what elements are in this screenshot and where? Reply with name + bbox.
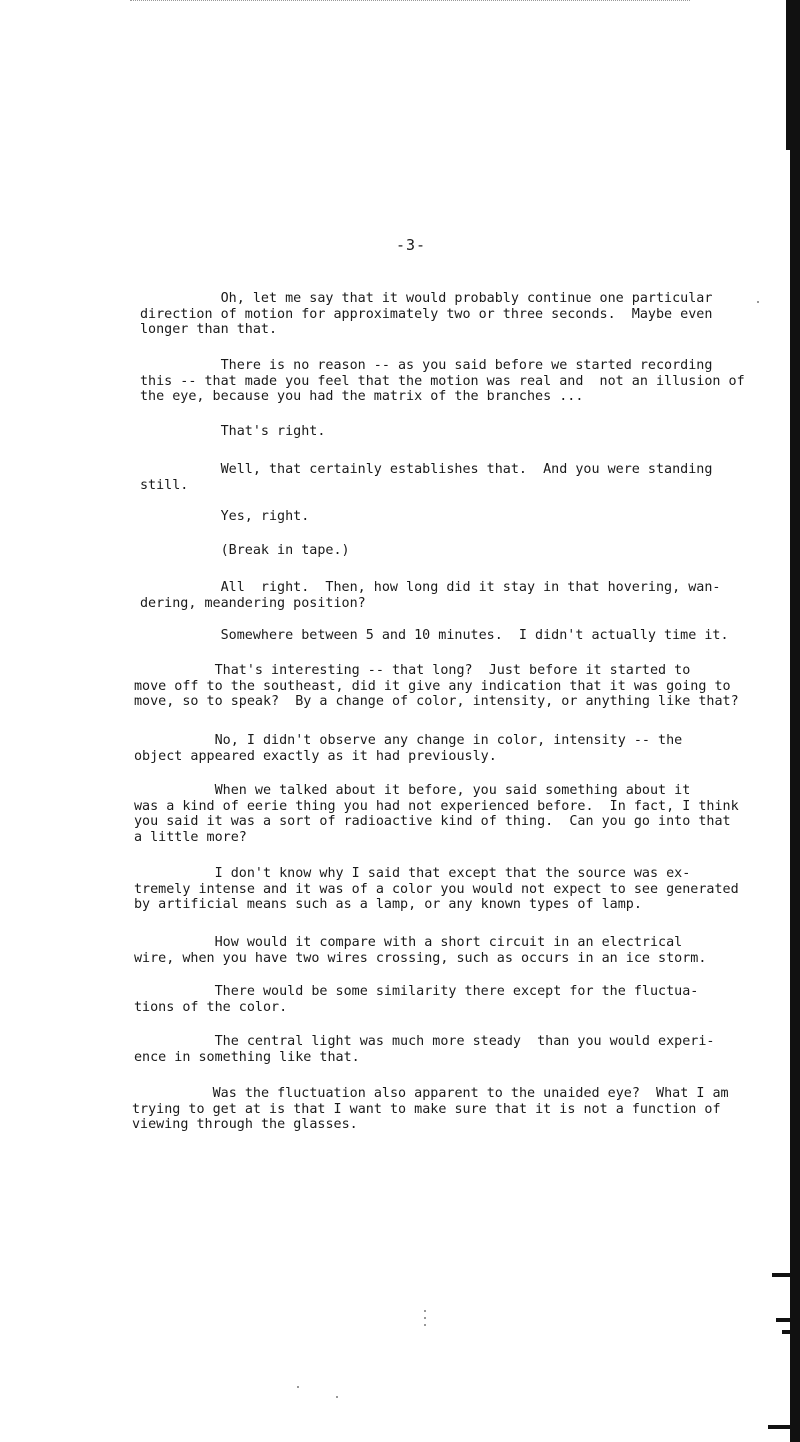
scan-speck xyxy=(424,1317,426,1319)
scan-speck xyxy=(424,1310,426,1312)
paragraph-13: How would it compare with a short circuit in an electrical wire, when you have two wires crossing, such as occurs in an ice storm. xyxy=(134,935,707,966)
paragraph-11: When we talked about it before, you said something about it was a kind of eerie thing you had not experienced before. In fact, I think you said it was a sort of radioactive kind of thing. Can you go into that a little more? xyxy=(134,783,739,845)
paragraph-16: Was the fluctuation also apparent to the unaided eye? What I am trying to get at is that I want to make sure that it is not a function of viewing through the glasses. xyxy=(132,1086,729,1132)
paragraph-1: Oh, let me say that it would probably continue one particular direction of motion for approximately two or three seconds. Maybe even longer than that. xyxy=(140,291,713,337)
binder-edge xyxy=(790,0,800,1442)
paragraph-9: That's interesting -- that long? Just before it started to move off to the southeast, did it give any indication that it was going to move, so to speak? By a change of color, intensity, or anything like that? xyxy=(134,663,739,709)
paragraph-8: Somewhere between 5 and 10 minutes. I didn't actually time it. xyxy=(140,628,729,643)
binder-edge-top xyxy=(786,0,800,150)
paragraph-14: There would be some similarity there except for the fluctua- tions of the color. xyxy=(134,984,699,1015)
scan-speck xyxy=(336,1396,338,1398)
paragraph-6: (Break in tape.) xyxy=(140,543,350,558)
scan-speck xyxy=(424,1324,426,1326)
binder-mark xyxy=(776,1318,800,1322)
top-edge-marks xyxy=(130,0,690,5)
paragraph-12: I don't know why I said that except that the source was ex- tremely intense and it was of a color you would not expect to see generated by artificial means such as a lamp, or any known types of lamp. xyxy=(134,866,739,912)
page-number: -3- xyxy=(396,236,427,254)
paragraph-3: That's right. xyxy=(140,424,326,439)
paragraph-2: There is no reason -- as you said before we started recording this -- that made you feel that the motion was real and not an illusion of the eye, because you had the matrix of the branches ... xyxy=(140,358,745,404)
paragraph-4: Well, that certainly establishes that. And you were standing still. xyxy=(140,462,713,493)
paragraph-5: Yes, right. xyxy=(140,509,310,524)
paragraph-15: The central light was much more steady than you would experi- ence in something like that. xyxy=(134,1034,715,1065)
scan-speck xyxy=(297,1386,299,1388)
scan-speck xyxy=(757,301,759,303)
binder-mark xyxy=(768,1425,800,1429)
binder-mark xyxy=(782,1330,800,1334)
paragraph-10: No, I didn't observe any change in color, intensity -- the object appeared exactly as it had previously. xyxy=(134,733,683,764)
paragraph-7: All right. Then, how long did it stay in that hovering, wan- dering, meandering position? xyxy=(140,580,721,611)
binder-mark xyxy=(772,1273,800,1277)
